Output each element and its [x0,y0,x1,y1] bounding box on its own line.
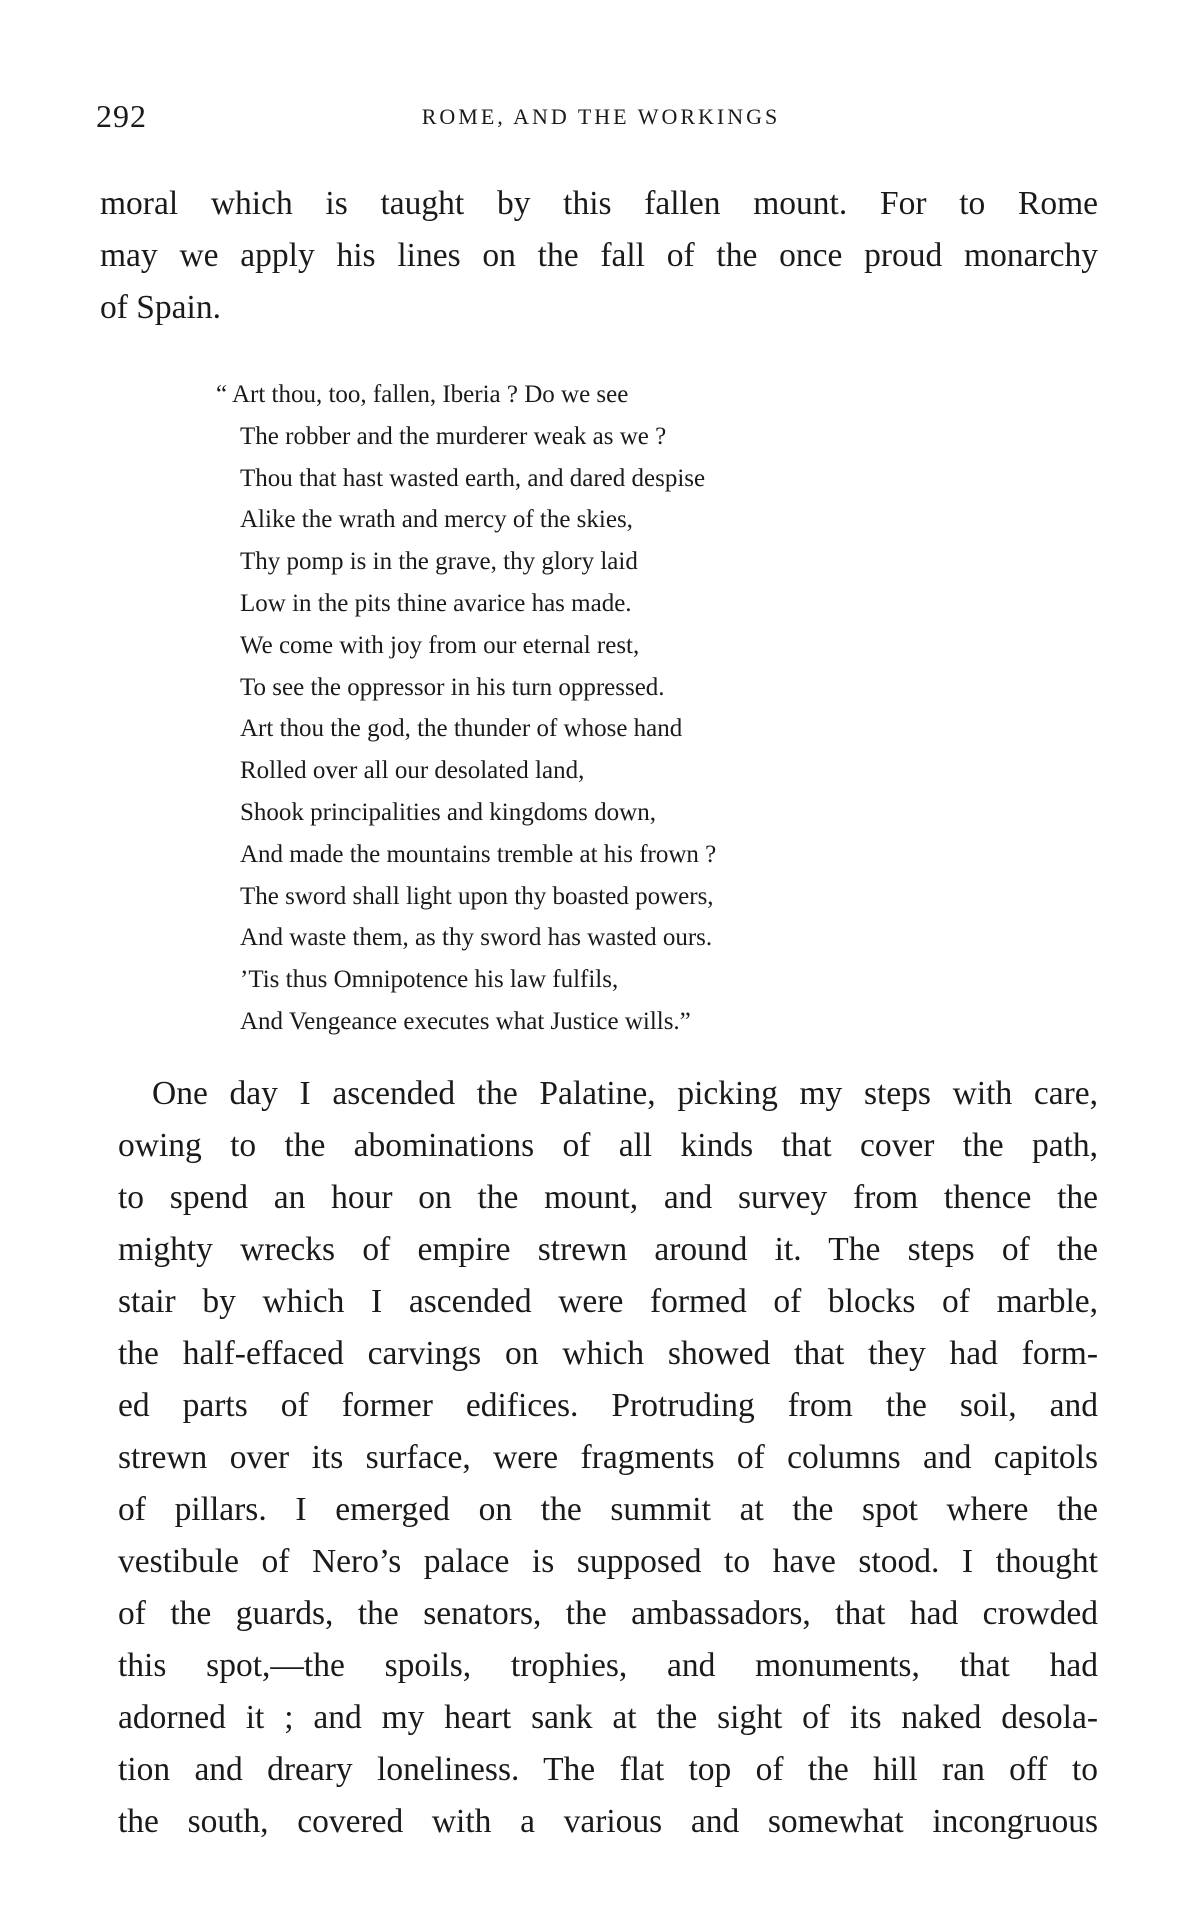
text-line: the half-effaced carvings on which showed that they had form- [118,1335,1098,1372]
text-line: strewn over its surface, were fragments of columns and capitols [118,1439,1098,1476]
poem-line: We come with joy from our eternal rest, [240,631,640,659]
poem-line: Art thou the god, the thunder of whose hand [240,715,683,743]
poem-line: The sword shall light upon thy boasted powers, [240,882,714,910]
text-line: ed parts of former edifices. Protruding from the soil, and [118,1387,1098,1424]
page-number: 292 [96,98,147,134]
poem-quotation [216,374,1020,1043]
text-line: adorned it ; and my heart sank at the sight of its naked desola- [118,1699,1098,1736]
lead-paragraph [100,178,1098,334]
poem-line: The robber and the murderer weak as we ? [240,422,667,450]
text-line: One day I ascended the Palatine, picking my steps with care, [152,1075,1098,1112]
poem-line: ’Tis thus Omnipotence his law fulfils, [240,966,619,994]
poem-line: Thou that hast wasted earth, and dared despise [240,464,706,492]
poem-line: Thy pomp is in the grave, thy glory laid [240,548,638,576]
text-line: to spend an hour on the mount, and survey from thence the [118,1179,1098,1216]
poem-line: To see the oppressor in his turn oppressed. [240,673,665,701]
poem-line: Alike the wrath and mercy of the skies, [240,506,633,534]
text-line: tion and dreary loneliness. The flat top of the hill ran off to [118,1751,1098,1788]
text-line: owing to the abominations of all kinds that cover the path, [118,1127,1098,1164]
text-line: of pillars. I emerged on the summit at the spot where the [118,1491,1098,1528]
poem-line: And made the mountains tremble at his frown ? [240,840,717,868]
running-title: ROME, AND THE WORKINGS [421,104,781,129]
poem-line: And waste them, as thy sword has wasted ours. [240,924,713,952]
text-line: moral which is taught by this fallen mount. For to Rome [100,185,1098,222]
text-line: mighty wrecks of empire strewn around it. The steps of the [118,1231,1098,1268]
poem-line: And Vengeance executes what Justice wills.” [240,1007,691,1035]
text-line: the south, covered with a various and somewhat incongruous [118,1803,1098,1840]
poem-line: “ Art thou, too, fallen, Iberia ? Do we see [216,381,629,408]
text-line: of the guards, the senators, the ambassadors, that had crowded [118,1595,1098,1632]
poem-line: Low in the pits thine avarice has made. [240,589,632,617]
text-line: of Spain. [100,289,221,326]
body-paragraph [118,1068,1098,1848]
poem-line: Shook principalities and kingdoms down, [240,798,656,826]
text-line: stair by which I ascended were formed of blocks of marble, [118,1283,1098,1320]
poem-line: Rolled over all our desolated land, [240,757,585,785]
text-line: vestibule of Nero’s palace is supposed to have stood. I thought [118,1543,1098,1580]
text-line: this spot,—the spoils, trophies, and monuments, that had [118,1647,1098,1684]
running-head [96,98,1106,138]
text-line: may we apply his lines on the fall of the once proud monarchy [100,237,1098,274]
